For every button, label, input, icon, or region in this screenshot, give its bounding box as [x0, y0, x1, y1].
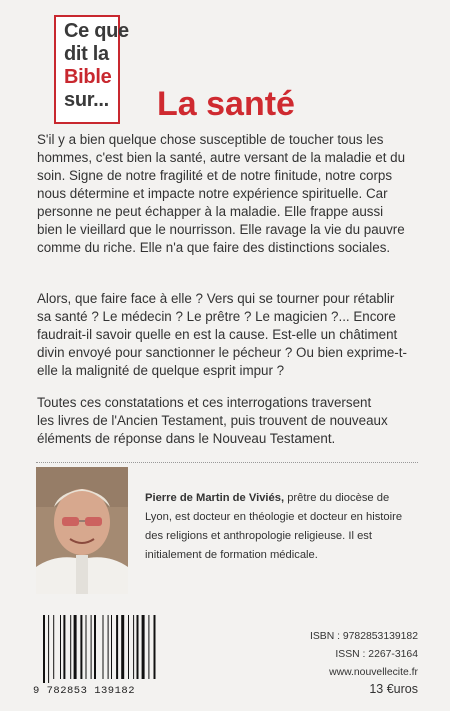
series-logo-line-2: dit la	[64, 43, 109, 65]
author-portrait-icon	[36, 467, 128, 594]
series-logo-line-4: sur...	[64, 89, 109, 111]
price: 13 €uros	[369, 682, 418, 696]
author-photo	[36, 467, 128, 594]
website: www.nouvellecite.fr	[329, 667, 418, 678]
isbn: ISBN : 9782853139182	[309, 631, 418, 642]
barcode	[33, 615, 163, 700]
author-bio-text: prêtre du diocèse de Lyon, est docteur en théologie et docteur en histoire des religions et anthropologie religieuse. Il est initialement de formation médicale.	[145, 492, 403, 561]
paragraph-2: Alors, que faire face à elle ? Vers qui se tourner pour rétablir sa santé ? Le médecin ? Le prêtre ? Le magicien ?... Encore faudrait-il savoir quelle en est la cause. Est-elle un châtiment divin envoyé pour sanctionner le pécheur ? Ou bien exprime-t- elle la malignité de quelque esprit impur ?	[37, 291, 407, 378]
series-logo-line-1: Ce que	[64, 20, 129, 42]
series-logo	[54, 15, 129, 124]
series-logo-line-3: Bible	[64, 66, 112, 88]
section-divider	[36, 462, 418, 463]
issn: ISSN : 2267-3164	[335, 649, 418, 660]
barcode-digits: 9 782853 139182	[33, 685, 136, 697]
author-name: Pierre de Martin de Viviés,	[145, 492, 285, 504]
paragraph-3: Toutes ces constatations et ces interrogations traversent les livres de l'Ancien Testament, puis trouvent de nouveaux éléments de réponse dans le Nouveau Testament.	[37, 395, 388, 446]
author-bio	[145, 489, 425, 565]
barcode-bars	[33, 615, 163, 683]
paragraph-1: S'il y a bien quelque chose susceptible de toucher tous les hommes, c'est bien la santé, autre versant de la maladie et du soin. Signe de notre fragilité et de notre finitude, notre corps nous détermine et impacte notre expérience spirituelle. Car personne ne peut échapper à la maladie. Elle frappe aussi bien le vieillard que le nourrisson. Elle ravage la vie du pauvre comme du riche. Elle n'a que faire des distinctions sociales.	[37, 132, 406, 255]
book-title: La santé	[157, 85, 295, 123]
